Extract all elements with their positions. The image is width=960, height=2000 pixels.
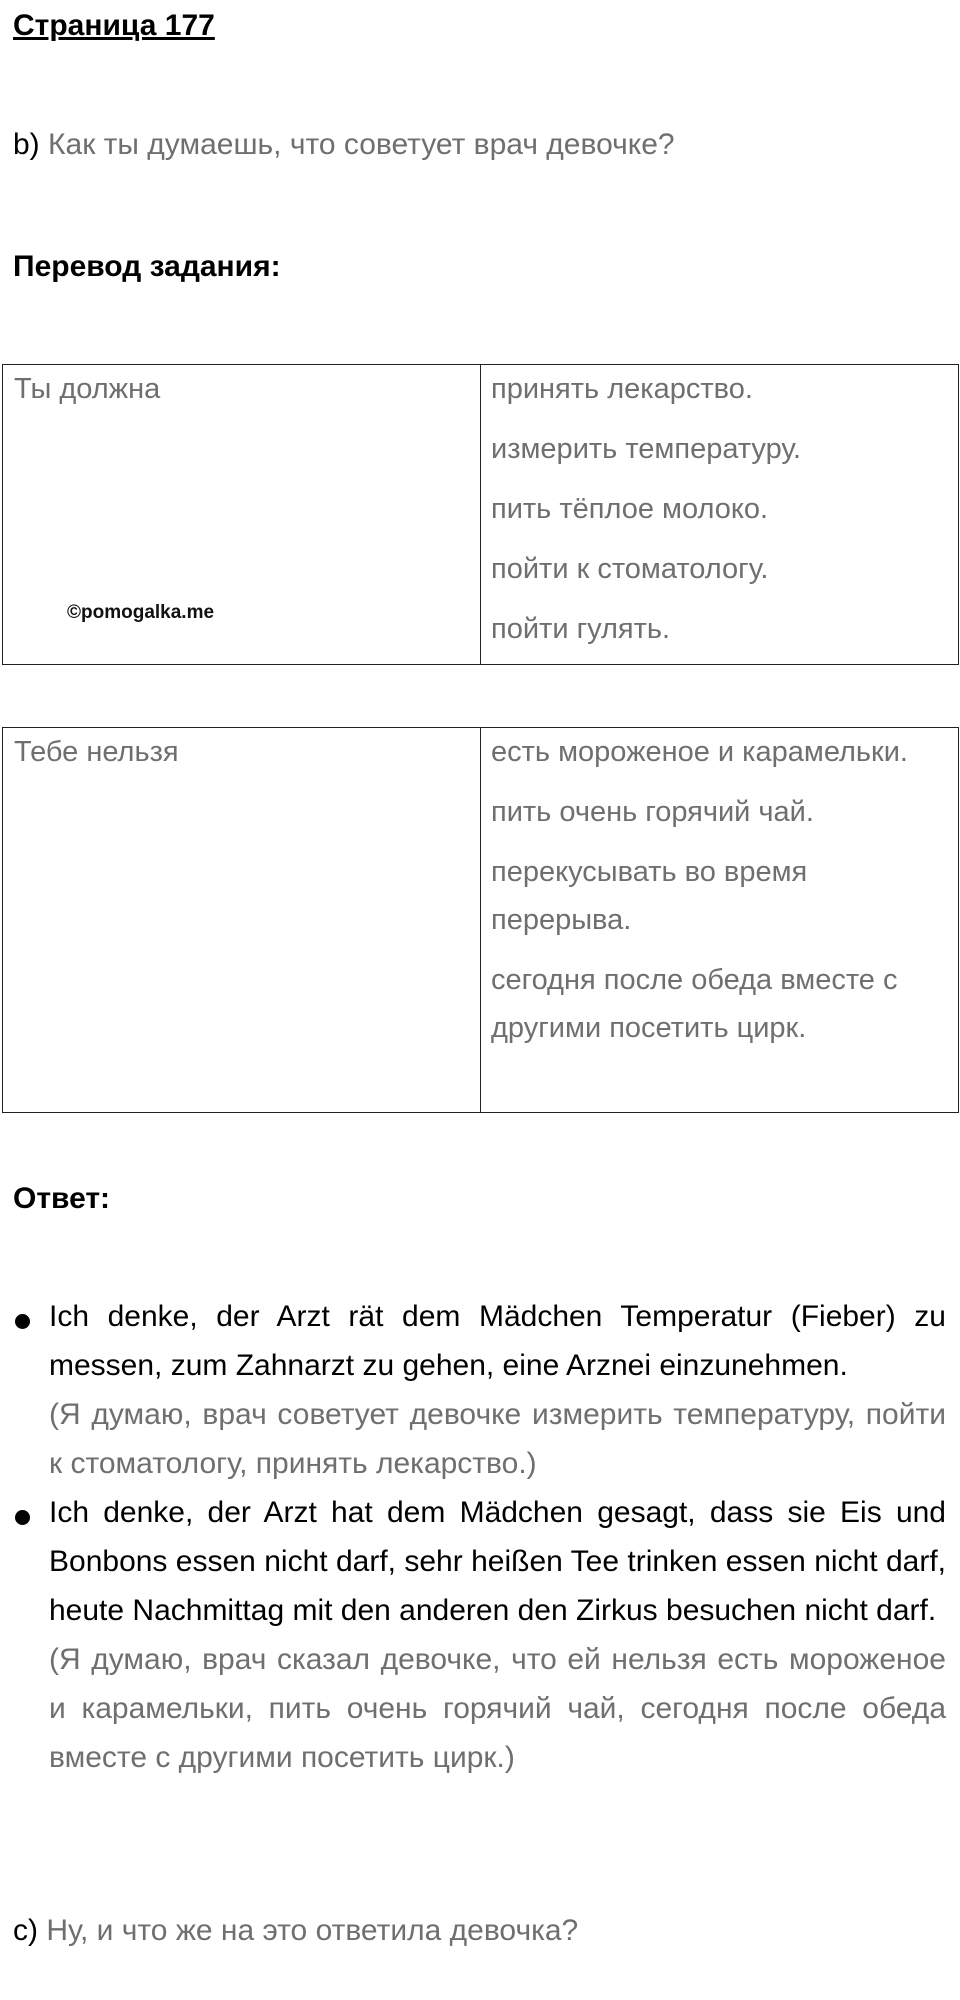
list-item: измерить температуру. [491, 433, 802, 465]
question-b [13, 125, 675, 165]
translation-heading: Перевод задания: [13, 250, 281, 283]
list-item: пить очень горячий чай. [491, 796, 814, 828]
question-c [13, 1911, 578, 1951]
list-item: сегодня после обеда вместе с другими посетить цирк. [491, 964, 898, 1044]
table-must [2, 364, 959, 665]
question-b-letter: b) [13, 128, 40, 161]
list-item: пойти гулять. [491, 613, 671, 645]
question-c-letter: c) [13, 1914, 38, 1947]
list-item: пить тёплое молоко. [491, 493, 769, 525]
table-forbidden [2, 727, 959, 1113]
table-must-left-label: Ты должна [14, 373, 161, 405]
answer-german: Ich denke, der Arzt rät dem Mädchen Temperatur (Fieber) zu messen, zum Zahnarzt zu gehen, eine Arznei einzunehmen. [49, 1300, 946, 1382]
question-b-text: Как ты думаешь, что советует врач девочке? [48, 128, 675, 161]
answer-german: Ich denke, der Arzt hat dem Mädchen gesagt, dass sie Eis und Bonbons essen nicht darf, sehr heißen Tee trinken essen nicht darf, heute Nachmittag mit den anderen den Zirkus besuchen nicht darf. [49, 1496, 946, 1627]
question-c-text: Ну, и что же на это ответила девочка? [46, 1914, 579, 1947]
table-forbidden-left-cell [3, 728, 481, 1113]
list-item: пойти к стоматологу. [491, 553, 769, 585]
table-forbidden-right-cell [481, 728, 959, 1113]
bullet-icon [15, 1314, 30, 1329]
answer-item [12, 1488, 946, 1782]
table-must-right-cell [481, 365, 959, 665]
answer-item [12, 1292, 946, 1488]
table-must-left-cell [3, 365, 481, 665]
page-title: Страница 177 [13, 9, 215, 42]
bullet-icon [15, 1510, 30, 1525]
answer-russian: (Я думаю, врач сказал девочке, что ей нельзя есть мороженое и карамельки, пить очень горячий чай, сегодня после обеда вместе с другими посетить цирк.) [49, 1643, 946, 1774]
watermark: ©pomogalka.me [67, 602, 215, 623]
list-item: принять лекарство. [491, 373, 753, 405]
list-item: перекусывать во время перерыва. [491, 856, 808, 936]
answer-heading: Ответ: [13, 1182, 111, 1215]
table-forbidden-left-label: Тебе нельзя [14, 736, 179, 768]
answer-list [12, 1292, 946, 1782]
answer-russian: (Я думаю, врач советует девочке измерить температуру, пойти к стоматологу, принять лекарство.) [49, 1398, 946, 1480]
list-item: есть мороженое и карамельки. [491, 736, 908, 768]
